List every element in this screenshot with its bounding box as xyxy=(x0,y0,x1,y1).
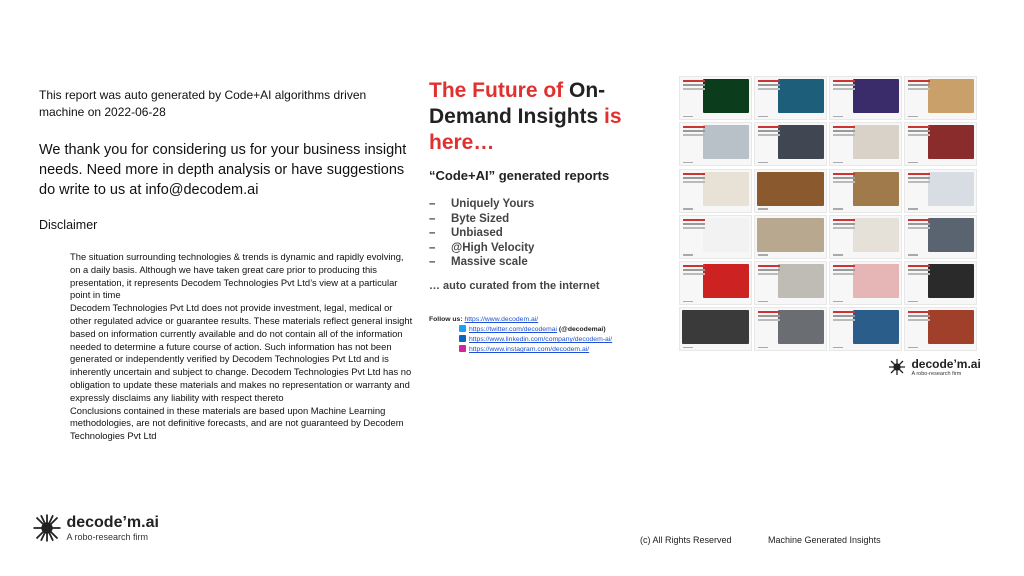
instagram-icon xyxy=(459,345,466,352)
thumbnail-image xyxy=(928,310,974,344)
thumbnail-text-lines xyxy=(908,80,930,82)
promo-title-part-2: On-Demand Insights xyxy=(429,79,606,128)
brand-name: decode’m.ai xyxy=(66,514,159,531)
disclaimer-body xyxy=(70,251,415,443)
thumbnail-image xyxy=(757,218,824,252)
follow-us xyxy=(429,315,612,355)
thumbnail-text-lines xyxy=(833,265,855,267)
thumbnail-footer xyxy=(758,162,768,164)
thumbnail-image xyxy=(682,310,749,344)
thumbnail-footer xyxy=(683,347,693,349)
thumbnail-text-lines xyxy=(758,80,780,82)
thumbnail-text-lines xyxy=(908,126,930,128)
thumbnail-footer xyxy=(758,347,768,349)
thumbnail-image xyxy=(853,125,899,159)
report-thumbnail-grid xyxy=(679,76,982,352)
report-thumbnail xyxy=(679,215,752,259)
promo-subtitle: “Code+AI” generated reports xyxy=(429,168,610,183)
bullet-dash: – xyxy=(429,256,436,268)
disclaimer-paragraph: The situation surrounding technologies & trends is dynamic and rapidly evolving, on a daily basis. Although we have taken great care prior to producing this presentation, it represents Decodem Technologies Pvt Ltd’s view at a particular point in time xyxy=(70,251,404,301)
report-thumbnail xyxy=(754,261,827,305)
thumbnail-text-lines xyxy=(833,80,855,82)
bullet-dash: – xyxy=(429,227,436,239)
feature-item xyxy=(429,241,664,256)
bullet-dash: – xyxy=(429,241,436,254)
thanks-line-3: do write to us at info@decodem.ai xyxy=(39,182,259,198)
brand-tagline: A robo-research firm xyxy=(66,532,148,542)
feature-label: Unbiased xyxy=(451,227,503,239)
thumbnail-image xyxy=(853,218,899,252)
report-thumbnail xyxy=(829,76,902,120)
thumbnail-footer xyxy=(833,347,843,349)
thumbnail-footer xyxy=(908,301,918,303)
thumbnail-image xyxy=(928,218,974,252)
brand-logo xyxy=(32,513,159,543)
report-thumbnail xyxy=(904,122,977,166)
report-thumbnail xyxy=(829,122,902,166)
bullet-dash: – xyxy=(429,212,436,225)
thumbnail-footer xyxy=(683,254,693,256)
feature-label: Byte Sized xyxy=(451,212,510,225)
thumbnail-text-lines xyxy=(908,173,930,175)
twitter-handle: (@decodemai) xyxy=(558,326,606,333)
thumbnail-footer xyxy=(833,116,843,118)
thumbnail-footer xyxy=(908,347,918,349)
thumbnail-image xyxy=(853,310,899,344)
thumbnail-image xyxy=(928,172,974,206)
feature-item xyxy=(429,226,664,241)
thumbnail-footer xyxy=(833,162,843,164)
report-thumbnail xyxy=(679,307,752,351)
bullet-dash: – xyxy=(429,198,436,210)
linkedin-link[interactable]: https://www.linkedin.com/company/decodem-ai/ xyxy=(469,336,613,343)
report-thumbnail xyxy=(754,122,827,166)
report-thumbnail xyxy=(679,76,752,120)
thumbnail-footer xyxy=(758,208,768,210)
thumbnail-text-lines xyxy=(758,126,780,128)
footer-insights-text: Machine Generated Insights xyxy=(768,535,881,545)
linkedin-icon xyxy=(459,335,466,342)
feature-item xyxy=(429,197,664,212)
disclaimer-paragraph: Decodem Technologies Pvt Ltd does not provide investment, legal, medical or other regulated advice or guarantee results. These materials reflect general insight based on information currently available and do not contain all of the information needed to determine a future course of action. Such information has not been generated or independently verified by Decodem Technologies Pvt Ltd and is inherently uncertain and subject to change. Decodem Technologies Pvt Ltd has no obligation to update these materials and makes no representation or warranty and expressly disclaims any liability with respect thereto xyxy=(70,302,413,403)
feature-label: Uniquely Yours xyxy=(451,198,535,210)
thumbnail-text-lines xyxy=(908,219,930,221)
report-thumbnail xyxy=(829,261,902,305)
thumbnail-footer xyxy=(908,162,918,164)
thumbnail-text-lines xyxy=(683,126,705,128)
promo-panel xyxy=(429,78,664,292)
thumbnail-footer xyxy=(908,116,918,118)
report-thumbnail xyxy=(754,307,827,351)
report-thumbnail xyxy=(754,169,827,213)
website-link[interactable]: https://www.decodem.ai/ xyxy=(464,316,539,323)
curated-tagline: … auto curated from the internet xyxy=(429,279,600,292)
thumbnail-image xyxy=(703,79,749,113)
thumbnail-image xyxy=(703,172,749,206)
brand-tagline: A robo-research firm xyxy=(911,371,962,377)
report-thumbnail xyxy=(679,169,752,213)
thumbnail-image xyxy=(703,125,749,159)
report-thumbnail xyxy=(754,76,827,120)
thanks-text xyxy=(39,140,409,200)
thumbnail-image xyxy=(928,125,974,159)
promo-title xyxy=(429,78,664,156)
disclaimer-paragraph: Conclusions contained in these materials are based upon Machine Learning methodologies, are not definitive forecasts, and are not guaranteed by Decodem Technologies Pvt Ltd xyxy=(70,404,404,442)
thumbnail-text-lines xyxy=(908,311,930,313)
report-thumbnail xyxy=(829,215,902,259)
thumbnail-text-lines xyxy=(683,173,705,175)
report-thumbnail xyxy=(904,215,977,259)
brain-icon xyxy=(887,357,907,377)
twitter-icon xyxy=(459,325,466,332)
thumbnail-text-lines xyxy=(683,219,705,221)
report-thumbnail xyxy=(904,261,977,305)
report-thumbnail xyxy=(904,307,977,351)
intro-line-1: This report was auto generated by Code+AI algorithms driven xyxy=(39,88,367,102)
thumbnail-image xyxy=(853,79,899,113)
thumbnail-text-lines xyxy=(908,265,930,267)
thumbnail-image xyxy=(778,79,824,113)
copyright-text: (c) All Rights Reserved xyxy=(640,535,732,545)
instagram-link[interactable]: https://www.instagram.com/decodem.ai/ xyxy=(469,346,590,353)
thumbnail-footer xyxy=(833,254,843,256)
report-thumbnail xyxy=(754,215,827,259)
feature-item xyxy=(429,255,664,270)
thumbnail-text-lines xyxy=(683,265,705,267)
thumbnail-text-lines xyxy=(758,265,780,267)
thumbnail-image xyxy=(778,310,824,344)
thumbnail-text-lines xyxy=(758,311,780,313)
thumbnail-text-lines xyxy=(833,219,855,221)
thumbnail-image xyxy=(703,218,749,252)
thumbnail-image xyxy=(778,125,824,159)
thumbnail-footer xyxy=(908,208,918,210)
disclaimer-heading: Disclaimer xyxy=(39,218,98,232)
thumbnail-footer xyxy=(758,301,768,303)
intro-line-2: machine on 2022-06-28 xyxy=(39,105,166,119)
brain-icon xyxy=(32,513,62,543)
feature-label: @High Velocity xyxy=(451,241,535,254)
thumbnail-image xyxy=(853,264,899,298)
thumbnail-text-lines xyxy=(683,80,705,82)
thanks-line-2: needs. Need more in depth analysis or have suggestions xyxy=(39,162,405,178)
thumbnail-text-lines xyxy=(833,173,855,175)
thumbnail-footer xyxy=(758,116,768,118)
thumbnail-footer xyxy=(833,208,843,210)
thumbnail-footer xyxy=(683,208,693,210)
thumbnail-footer xyxy=(683,162,693,164)
report-thumbnail xyxy=(679,122,752,166)
report-thumbnail xyxy=(904,76,977,120)
feature-item xyxy=(429,212,664,227)
follow-label: Follow us: xyxy=(429,316,463,323)
thumbnail-image xyxy=(928,264,974,298)
feature-list xyxy=(429,197,664,270)
feature-label: Massive scale xyxy=(451,256,528,268)
promo-title-part-1: The Future of xyxy=(429,79,569,102)
thanks-line-1: We thank you for considering us for your business insight xyxy=(39,142,407,158)
brand-logo-small xyxy=(887,357,981,377)
thumbnail-image xyxy=(928,79,974,113)
thumbnail-image xyxy=(703,264,749,298)
intro-text xyxy=(39,87,399,121)
twitter-link[interactable]: https://twitter.com/decodemai xyxy=(469,326,558,333)
thumbnail-footer xyxy=(683,116,693,118)
brand-name: decode’m.ai xyxy=(911,357,981,371)
thumbnail-image xyxy=(778,264,824,298)
thumbnail-text-lines xyxy=(833,311,855,313)
thumbnail-footer xyxy=(683,301,693,303)
report-thumbnail xyxy=(829,169,902,213)
report-thumbnail xyxy=(904,169,977,213)
thumbnail-image xyxy=(757,172,824,206)
thumbnail-footer xyxy=(908,254,918,256)
report-thumbnail xyxy=(829,307,902,351)
thumbnail-text-lines xyxy=(833,126,855,128)
report-thumbnail xyxy=(679,261,752,305)
thumbnail-image xyxy=(853,172,899,206)
promo-title-part-3: is here… xyxy=(429,105,622,154)
thumbnail-footer xyxy=(758,254,768,256)
thumbnail-footer xyxy=(833,301,843,303)
